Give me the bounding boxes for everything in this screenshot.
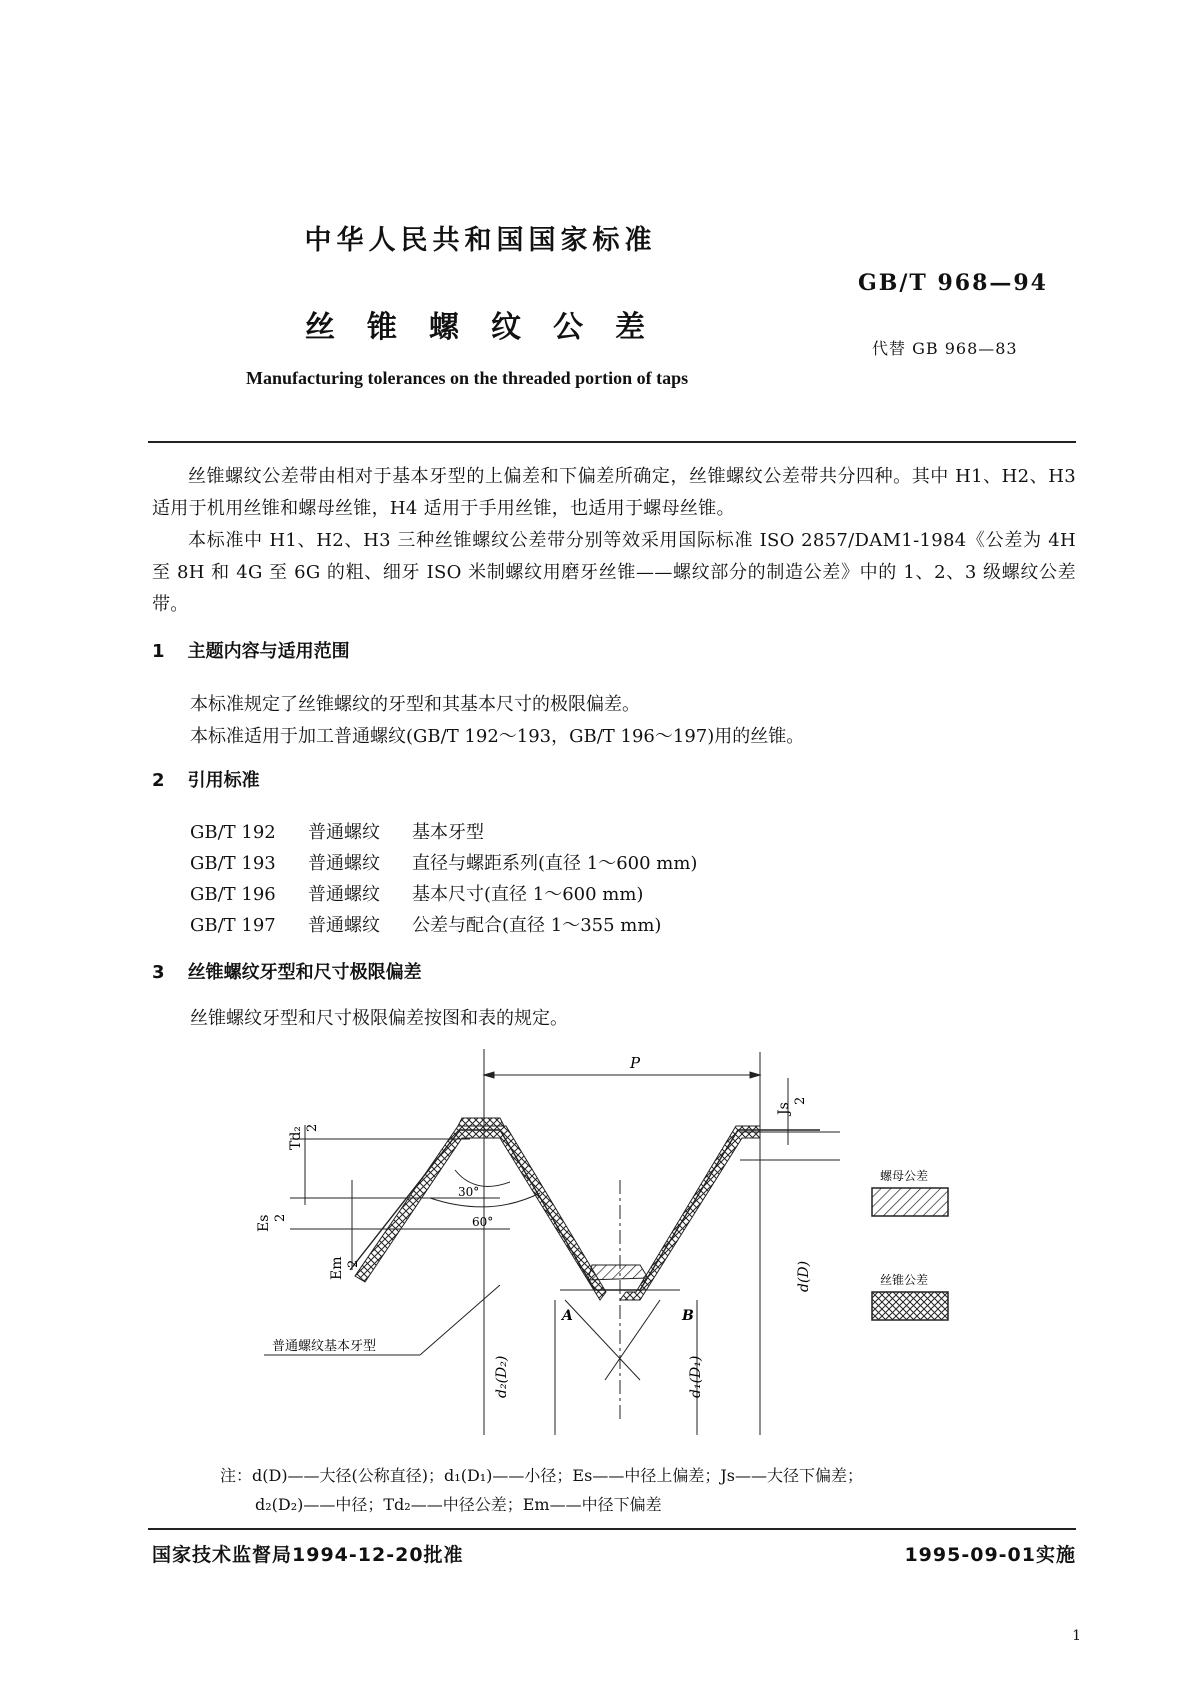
tap-tolerance-band-left	[355, 1126, 606, 1300]
section-1-title: 主题内容与适用范围	[187, 641, 350, 662]
label-Js-den: 2	[793, 1096, 808, 1105]
document-title: 丝锥螺纹公差	[305, 310, 677, 345]
national-standard-heading: 中华人民共和国国家标准	[304, 225, 657, 256]
label-A: A	[562, 1308, 573, 1324]
reference-code: GB/T 196	[190, 884, 276, 905]
label-Td2: Td₂	[288, 1126, 304, 1150]
figure-note-line-1: 注：d(D)——大径(公称直径)；d₁(D₁)——小径；Es——中径上偏差；Js——大径下偏差；	[220, 1466, 863, 1485]
reference-code: GB/T 192	[190, 822, 276, 843]
label-B: B	[682, 1308, 694, 1324]
pitch-dimension	[484, 1049, 760, 1435]
reference-code: GB/T 197	[190, 915, 276, 936]
reference-desc: 基本尺寸(直径 1～600 mm)	[412, 884, 644, 905]
section-3-number: 3	[152, 962, 165, 983]
reference-name: 普通螺纹	[308, 915, 380, 936]
legend-nut-label: 螺母公差	[880, 1169, 929, 1183]
reference-desc: 基本牙型	[412, 822, 484, 843]
reference-name: 普通螺纹	[308, 884, 380, 905]
intro-paragraph-1: 丝锥螺纹公差带由相对于基本牙型的上偏差和下偏差所确定，丝锥螺纹公差带共分四种。其中 H1、H2、H3 适用于机用丝锥和螺母丝锥，H4 适用于手用丝锥，也适用于螺母丝锥。	[152, 466, 1076, 519]
legend-tap-label: 丝锥公差	[880, 1273, 929, 1287]
label-basic-profile: 普通螺纹基本牙型	[272, 1339, 377, 1354]
crest-tolerance-band	[458, 1118, 504, 1126]
label-P: P	[630, 1054, 641, 1072]
legend-nut-swatch	[872, 1188, 948, 1216]
section-1-line-2: 本标准适用于加工普通螺纹(GB/T 192～193，GB/T 196～197)用的丝锥。	[190, 726, 805, 747]
page-number: 1	[1072, 1628, 1081, 1644]
label-Js: Js	[776, 1102, 792, 1115]
label-d2-D2: d₂(D₂)	[494, 1355, 510, 1398]
label-Em: Em	[329, 1256, 345, 1280]
label-30-degree: 30°	[458, 1185, 480, 1199]
label-d1-D1: d₁(D₁)	[688, 1355, 704, 1398]
section-1-line-1: 本标准规定了丝锥螺纹的牙型和其基本尺寸的极限偏差。	[190, 694, 640, 715]
reference-code: GB/T 193	[190, 853, 276, 874]
label-Em-den: 2	[346, 1259, 361, 1268]
reference-desc: 公差与配合(直径 1～355 mm)	[412, 915, 662, 936]
english-title: Manufacturing tolerances on the threaded portion of taps	[246, 368, 689, 388]
label-Es-den: 2	[273, 1213, 288, 1222]
effective-date: 1995-09-01实施	[904, 1544, 1076, 1566]
reference-desc: 直径与螺距系列(直径 1～600 mm)	[412, 853, 698, 874]
intro-paragraph-2: 本标准中 H1、H2、H3 三种丝锥螺纹公差带分别等效采用国际标准 ISO 2857/DAM1-1984《公差为 4H 至 8H 和 4G 至 6G 的粗、细牙 ISO 米制螺纹用磨牙丝锥——螺纹部分的制造公差》中的 1、2、3 级螺纹公差带。	[152, 530, 1076, 615]
legend-tap-swatch	[872, 1292, 948, 1320]
figure-note-line-2: d₂(D₂)——中径；Td₂——中径公差；Em——中径下偏差	[255, 1495, 662, 1514]
replaces-standard: 代替 GB 968—83	[872, 339, 1018, 358]
reference-name: 普通螺纹	[308, 822, 380, 843]
section-3-title: 丝锥螺纹牙型和尺寸极限偏差	[187, 962, 422, 983]
label-Es: Es	[256, 1214, 272, 1232]
section-2-number: 2	[152, 770, 165, 791]
footer-divider	[148, 1528, 1076, 1530]
label-60-degree: 60°	[472, 1215, 494, 1229]
section-3-line-1: 丝锥螺纹牙型和尺寸极限偏差按图和表的规定。	[190, 1008, 568, 1029]
approval-note: 国家技术监督局1994-12-20批准	[152, 1544, 464, 1566]
standard-number: GB/T 968—94	[858, 270, 1048, 296]
label-Td2-den: 2	[305, 1123, 320, 1132]
label-d-D: d(D)	[796, 1260, 812, 1292]
reference-name: 普通螺纹	[308, 853, 380, 874]
nut-tolerance-band	[588, 1265, 648, 1280]
section-2-title: 引用标准	[187, 770, 260, 791]
section-1-number: 1	[152, 641, 165, 662]
